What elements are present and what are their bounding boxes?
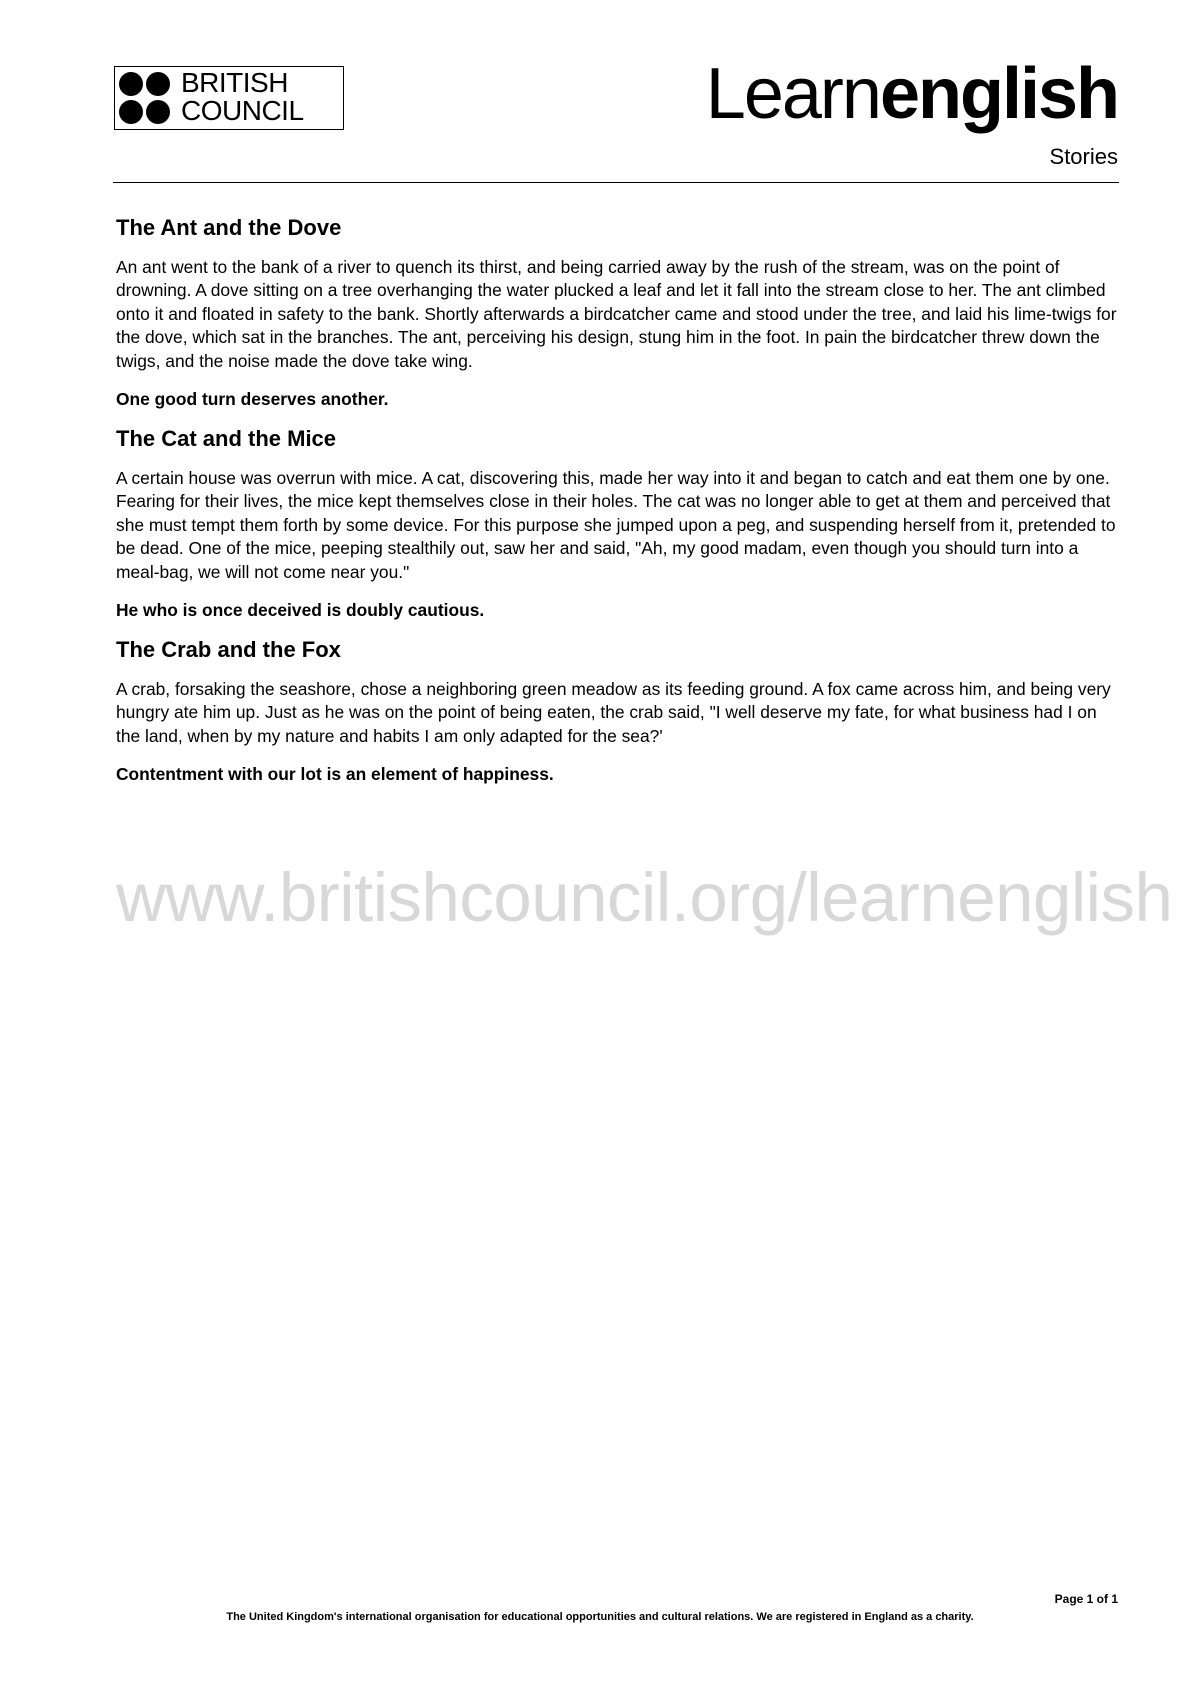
story-moral: One good turn deserves another. — [116, 389, 389, 410]
story — [116, 636, 1120, 786]
logo-word-british: BRITISH — [181, 67, 288, 98]
story-body: A certain house was overrun with mice. A cat, discovering this, made her way into it and began to catch and eat them one by one. Fearing for their lives, the mice kept themselves close in their holes. The cat was no longer able to get at them and perceived that she must tempt them forth by some device. For this purpose she jumped upon a peg, and suspending herself from it, pretended to be dead. One of the mice, peeping stealthily out, saw her and said, "Ah, my good madam, even though you should turn into a meal-bag, we will not come near you." — [116, 468, 1116, 582]
website-watermark: www.britishcouncil.org/learnenglish — [116, 859, 1173, 936]
story — [116, 214, 1120, 411]
header-divider — [113, 182, 1119, 183]
logo-word-council: COUNCIL — [181, 95, 304, 126]
story-body: A crab, forsaking the seashore, chose a neighboring green meadow as its feeding ground. A fox came across him, and being very hungry ate him up. Just as he was on the point of being eaten, the crab said, "I well deserve my fate, for what business had I on the land, when by my nature and habits I am only adapted for the sea?' — [116, 679, 1111, 746]
footer-note: The United Kingdom's international organisation for educational opportunities and cultural relations. We are registered in England as a charity. — [226, 1611, 974, 1623]
story-body: An ant went to the bank of a river to quench its thirst, and being carried away by the rush of the stream, was on the point of drowning. A dove sitting on a tree overhanging the water plucked a leaf and let it fall into the stream close to her. The ant climbed onto it and floated in safety to the bank. Shortly afterwards a birdcatcher came and stood under the tree, and laid his lime-twigs for the dove, which sat in the branches. The ant, perceiving his design, stung him in the foot. In pain the birdcatcher threw down the twigs, and the noise made the dove take wing. — [116, 257, 1117, 371]
story-title: The Crab and the Fox — [116, 637, 341, 663]
british-council-dots-icon — [118, 70, 174, 126]
story — [116, 425, 1120, 622]
page-number: Page 1 of 1 — [1054, 1592, 1118, 1606]
british-council-logo — [114, 66, 344, 130]
story-title: The Cat and the Mice — [116, 426, 337, 452]
section-label: Stories — [1049, 144, 1118, 169]
story-moral: He who is once deceived is doubly cautious. — [116, 600, 485, 621]
learnenglish-logo — [706, 52, 1118, 136]
stories-content — [116, 214, 1120, 800]
story-moral: Contentment with our lot is an element of happiness. — [116, 764, 554, 785]
story-title: The Ant and the Dove — [116, 215, 342, 240]
logo-english: english — [879, 54, 1118, 134]
logo-learn: Learn — [705, 54, 880, 134]
